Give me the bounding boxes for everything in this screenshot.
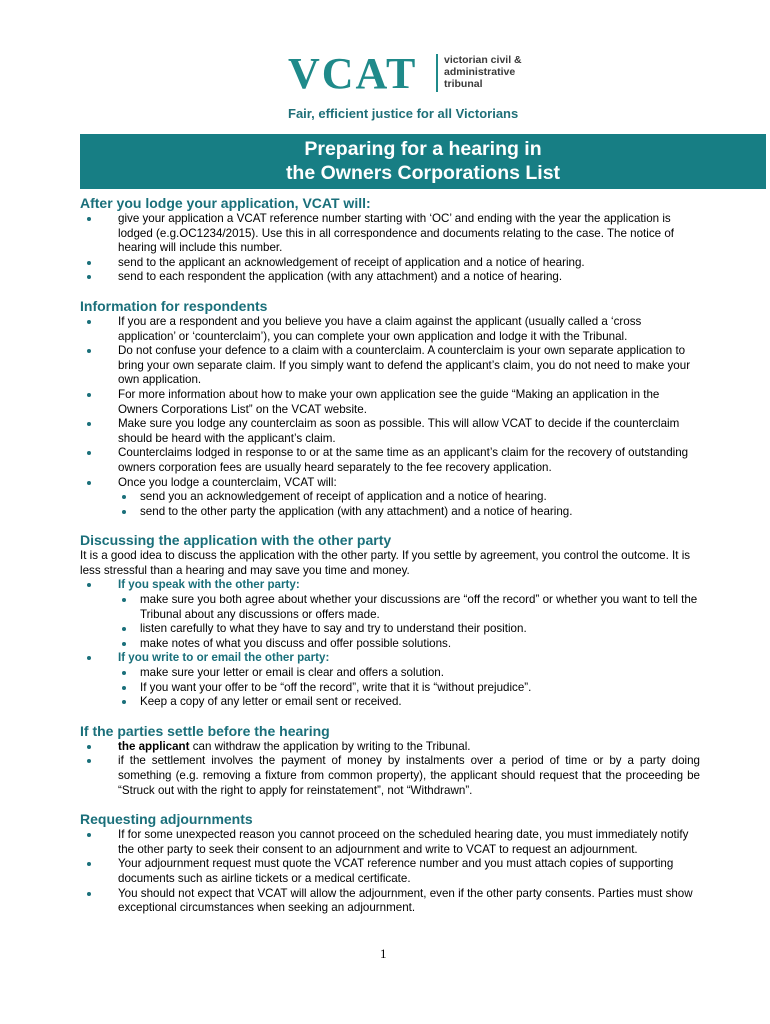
- list-item: Make sure you lodge any counterclaim as soon as possible. This will allow VCAT to decide if the counterclaim should be heard with the applicant’s claim.: [80, 417, 700, 446]
- sub-list-item: make sure your letter or email is clear and offers a solution.: [118, 666, 700, 681]
- title-banner: [80, 134, 766, 189]
- list-item: If you are a respondent and you believe you have a claim against the applicant (usually called a ‘cross application’ or ‘counterclaim’), you can complete your own application and lodge it with the Tribunal.: [80, 315, 700, 344]
- logo-subtitle: victorian civil & administrative tribunal: [444, 54, 522, 90]
- bullet-list: [80, 740, 700, 798]
- list-item-speak: If you speak with the other party:: [80, 578, 700, 593]
- sub-list-item: make sure you both agree about whether your discussions are “off the record” or whether you want to tell the Tribunal about any discussions or offers made.: [118, 593, 700, 622]
- sub-list-item: make notes of what you discuss and offer possible solutions.: [118, 637, 700, 652]
- bullet-list: [80, 315, 700, 490]
- bullet-list: [80, 828, 700, 916]
- applicant-bold: the applicant: [118, 739, 190, 753]
- list-item: You should not expect that VCAT will allow the adjournment, even if the other party consents. Parties must show exceptional circumstances when seeking an adjournment.: [80, 887, 700, 916]
- title-line-2: the Owners Corporations List: [285, 162, 561, 184]
- list-item: Your adjournment request must quote the VCAT reference number and you must attach copies of supporting documents such as airline tickets or a medical certificate.: [80, 857, 700, 886]
- list-item: If for some unexpected reason you cannot proceed on the scheduled hearing date, you must immediately notify the other party to seek their consent to an adjournment and write to VCAT to request an adjournment.: [80, 828, 700, 857]
- sub-bullet-list: [118, 593, 700, 651]
- bullet-list: [80, 578, 700, 593]
- section-settle: [80, 722, 700, 798]
- logo-wordmark: VCAT: [288, 49, 418, 98]
- list-item: [80, 740, 700, 755]
- section-heading: Requesting adjournments: [80, 811, 253, 828]
- logo-tagline: Fair, efficient justice for all Victorians: [288, 106, 519, 121]
- list-item-text: can withdraw the application by writing to the Tribunal.: [189, 739, 471, 753]
- section-heading: If the parties settle before the hearing: [80, 722, 330, 739]
- sub-bullet-list: [118, 490, 700, 519]
- section-discussing: [80, 531, 700, 710]
- logo-divider: [436, 54, 438, 92]
- list-item: give your application a VCAT reference number starting with ‘OC’ and ending with the year the application is lodged (e.g.OC1234/2015). Use this in all correspondence and documents relating to the case. The notice of hearing will include this number.: [80, 212, 700, 256]
- list-item: Counterclaims lodged in response to or at the same time as an applicant’s claim for the recovery of outstanding owners corporation fees are usually heard separately to the fee recovery application.: [80, 446, 700, 475]
- bullet-list: [80, 212, 700, 285]
- list-item-write: If you write to or email the other party:: [80, 651, 700, 666]
- document-body: [80, 194, 700, 916]
- section-heading: Discussing the application with the other party: [80, 532, 392, 549]
- list-item: send to each respondent the application (with any attachment) and a notice of hearing.: [80, 270, 700, 285]
- sub-list-item: send to the other party the application (with any attachment) and a notice of hearing.: [118, 505, 700, 520]
- sub-list-item: listen carefully to what they have to say and try to understand their position.: [118, 622, 700, 637]
- sub-list-item: send you an acknowledgement of receipt of application and a notice of hearing.: [118, 490, 700, 505]
- title-line-1: Preparing for a hearing in: [304, 138, 542, 160]
- section-after-lodge: [80, 194, 700, 285]
- section-respondents: [80, 297, 700, 519]
- sub-list-item: If you want your offer to be “off the record”, write that it is “without prejudice”.: [118, 681, 700, 696]
- bullet-list: [80, 651, 700, 666]
- intro-paragraph: It is a good idea to discuss the application with the other party. If you settle by agreement, you control the outcome. It is less stressful than a hearing and may save you time and money.: [80, 549, 691, 577]
- list-item: For more information about how to make your own application see the guide “Making an application in the Owners Corporations List” on the VCAT website.: [80, 388, 700, 417]
- speak-label: If you speak with the other party: [118, 578, 296, 592]
- page-number: 1: [380, 946, 387, 961]
- vcat-logo: [288, 50, 538, 125]
- section-heading: After you lodge your application, VCAT will:: [80, 195, 371, 211]
- list-item: send to the applicant an acknowledgement of receipt of application and a notice of hearing.: [80, 256, 700, 271]
- write-label: If you write to or email the other party: [118, 651, 326, 665]
- list-item: if the settlement involves the payment of money by instalments over a period of time or by a party doing something (e.g. removing a fixture from common property), the applicant should request that the proceeding be “Struck out with the right to apply for reinstatement”, not “Withdrawn”.: [80, 754, 700, 798]
- list-item: Once you lodge a counterclaim, VCAT will:: [80, 476, 700, 491]
- list-item: Do not confuse your defence to a claim with a counterclaim. A counterclaim is your own separate application to bring your own separate claim. If you simply want to defend the applicant’s claim, you do not need to make your own application.: [80, 344, 700, 388]
- section-adjournments: [80, 810, 700, 916]
- sub-list-item: Keep a copy of any letter or email sent or received.: [118, 695, 700, 710]
- sub-bullet-list: [118, 666, 700, 710]
- section-heading: Information for respondents: [80, 297, 268, 314]
